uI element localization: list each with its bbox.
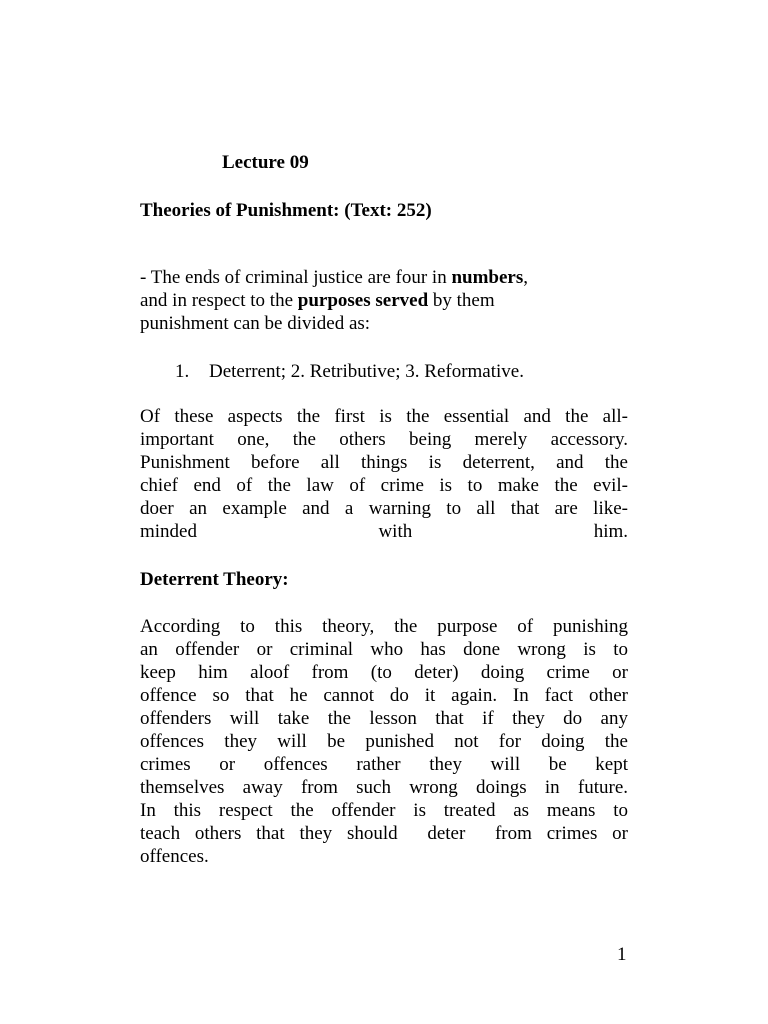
list-text: Deterrent; 2. Retributive; 3. Reformative. <box>209 361 524 382</box>
intro-line-3: punishment can be divided as: <box>140 313 371 334</box>
deterrent-line: teach others that they should deter from crimes or <box>140 823 628 844</box>
intro-line-2: and in respect to the purposes served by them <box>140 290 495 311</box>
intro-paragraph <box>140 266 628 335</box>
emphasis-numbers: numbers <box>451 267 524 288</box>
deterrent-heading: Deterrent Theory: <box>140 569 289 590</box>
deterrent-line: crimes or offences rather they will be kept <box>140 754 628 775</box>
list-item <box>175 360 524 383</box>
lecture-title: Lecture 09 <box>222 152 309 173</box>
deterrent-line: In this respect the offender is treated as means to <box>140 800 628 821</box>
deterrent-line: themselves away from such wrong doings in future. <box>140 777 628 798</box>
list-number: 1. <box>175 361 190 382</box>
deterrent-line: According to this theory, the purpose of punishing <box>140 616 628 637</box>
deterrent-last-line: offences. <box>140 846 209 867</box>
deterrent-line: an offender or criminal who has done wrong is to <box>140 639 628 660</box>
aspects-line: Of these aspects the first is the essential and the all- <box>140 406 628 427</box>
page-number: 1 <box>617 944 627 965</box>
deterrent-line: keep him aloof from (to deter) doing crime or <box>140 662 628 683</box>
intro-line-1: - The ends of criminal justice are four in numbers, <box>140 267 529 288</box>
topic-heading: Theories of Punishment: (Text: 252) <box>140 200 432 221</box>
aspects-line: Punishment before all things is deterrent, and the <box>140 452 628 473</box>
aspects-line: doer an example and a warning to all that are like- <box>140 498 628 519</box>
aspects-line: chief end of the law of crime is to make the evil- <box>140 475 628 496</box>
deterrent-line: offences they will be punished not for doing the <box>140 731 628 752</box>
aspects-last-line: minded with him. <box>140 521 628 542</box>
aspects-paragraph <box>140 405 628 543</box>
aspects-line: important one, the others being merely accessory. <box>140 429 628 450</box>
emphasis-purposes-served: purposes served <box>297 290 429 311</box>
deterrent-line: offence so that he cannot do it again. In fact other <box>140 685 628 706</box>
deterrent-line: offenders will take the lesson that if they do any <box>140 708 628 729</box>
deterrent-paragraph <box>140 615 628 868</box>
